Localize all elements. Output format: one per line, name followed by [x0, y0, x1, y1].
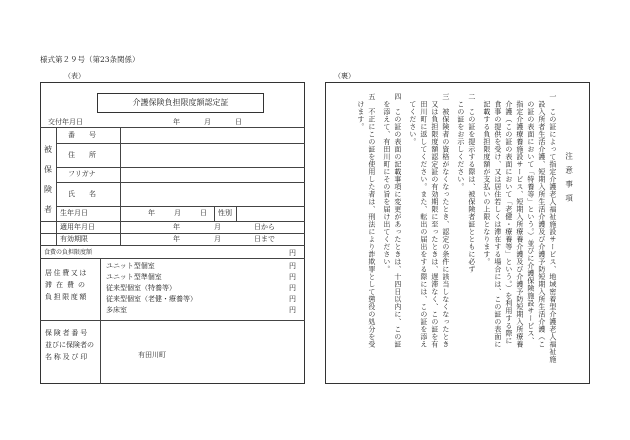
front-side-label: （表） — [64, 72, 85, 80]
insured-label-4: 者 — [44, 205, 52, 214]
room-yen-5: 円 — [289, 306, 296, 314]
note-line-10: 三 被保険者の資格がなくなったとき、認定の条件に該当しなくなったとき — [441, 93, 450, 348]
note-line-5: 介護（この証の表面において「老健・療養等」という。）を利用する際に — [504, 93, 513, 345]
birth-month: 月 — [174, 209, 181, 217]
note-line-15: を添えて、有田川町にその旨を届け出てください。 — [382, 93, 391, 273]
residence-label-2: 滞在費の — [45, 281, 89, 289]
number-label: 番 号 — [68, 131, 96, 139]
note-line-11: 又は負担限度額認定証の有効期限に至ったときは、遅滞なく、この証を有 — [430, 93, 439, 348]
card-title: 介護保険負担限度額認定証 — [132, 98, 229, 107]
birthdate-label: 生年月日 — [60, 209, 88, 217]
room-type-3: 従来型個室（特養等） — [106, 284, 176, 292]
apply-year: 年 — [173, 223, 180, 231]
insurer-name: 有田川町 — [138, 351, 166, 359]
note-line-3: の証の表面において「特養等」という。）並びに介護保険施設サービス、 — [526, 93, 535, 345]
room-yen-2: 円 — [289, 273, 296, 281]
food-yen: 円 — [289, 249, 296, 257]
apply-from: 日から — [254, 223, 275, 231]
birth-year: 年 — [148, 209, 155, 217]
note-line-13: てください。 — [408, 93, 417, 146]
insured-label-2: 保 — [44, 165, 52, 174]
notes-title: 注 意 事 項 — [564, 152, 574, 204]
valid-month: 月 — [214, 235, 221, 243]
residence-label-3: 負担限度額 — [45, 293, 88, 301]
food-label: 食費の負担限度額 — [44, 249, 93, 256]
room-type-2: ユニット型準個室 — [106, 273, 162, 281]
room-type-4: 従来型個室（老健・療養等） — [106, 295, 197, 303]
note-line-4: 指定介護療養施設サービス、短期入所療養介護及び介護予防短期入所療養 — [515, 93, 524, 348]
note-line-7: 記載する負担限度額が支払いの上限となります。 — [482, 93, 491, 266]
room-type-1: ユニット型個室 — [106, 262, 155, 270]
apply-date-label: 適用年月日 — [60, 223, 95, 231]
room-yen-1: 円 — [289, 262, 296, 270]
insurer-label-2: 並びに保険者の — [45, 341, 94, 349]
residence-label-1: 居住費又は — [45, 269, 88, 277]
note-line-14: 四 この証の表面の記載事項に変更があったときは、十四日以内に、この証 — [393, 93, 402, 348]
note-line-12: 田川町に返してください。また、転出の届出をする際には、この証を添え — [419, 93, 428, 348]
insurer-label-1: 保険者番号 — [45, 329, 89, 337]
room-yen-4: 円 — [289, 295, 296, 303]
issue-year: 年 — [173, 118, 180, 126]
valid-until: 日まで — [254, 235, 275, 243]
birth-day: 日 — [200, 209, 207, 217]
furigana-label: フリガナ — [68, 170, 96, 178]
note-line-2: 設入所者生活介護、短期入所生活介護及び介護予防短期入所生活介護（こ — [537, 93, 546, 348]
insured-label-3: 険 — [44, 185, 52, 194]
room-type-5: 多床室 — [106, 306, 127, 314]
apply-month: 月 — [214, 223, 221, 231]
form-number: 様式第２９号（第23条関係） — [40, 55, 140, 64]
note-line-6: 食事の提供を受け、又は居住若しくは滞在する場合には、この証の表面に — [493, 93, 502, 348]
room-yen-3: 円 — [289, 284, 296, 292]
valid-year: 年 — [173, 235, 180, 243]
note-line-16: 五 不正にこの証を使用した者は、刑法により詐欺罪として懲役の処分を受 — [367, 93, 376, 348]
insurer-label-3: 名称及び印 — [45, 353, 89, 361]
issue-month: 月 — [204, 118, 211, 126]
note-line-8: 二 この証を提示する際は、被保険者証とともに必ず — [467, 93, 476, 273]
issue-day: 日 — [235, 118, 242, 126]
insured-label-1: 被 — [44, 145, 52, 154]
gender-label: 性別 — [218, 209, 232, 217]
note-line-17: けます。 — [356, 93, 365, 131]
valid-until-label: 有効期限 — [60, 235, 88, 243]
note-line-1: 一 この証によって指定介護老人福祉施設サービス、地域密着型介護老人福祉施 — [548, 93, 557, 363]
back-side-label: （裏） — [334, 72, 355, 80]
name-label: 氏 名 — [68, 190, 96, 198]
issue-date-label: 交付年月日 — [48, 118, 83, 126]
note-line-9: この証をお示しください。 — [456, 93, 465, 191]
address-label: 住 所 — [68, 151, 96, 159]
